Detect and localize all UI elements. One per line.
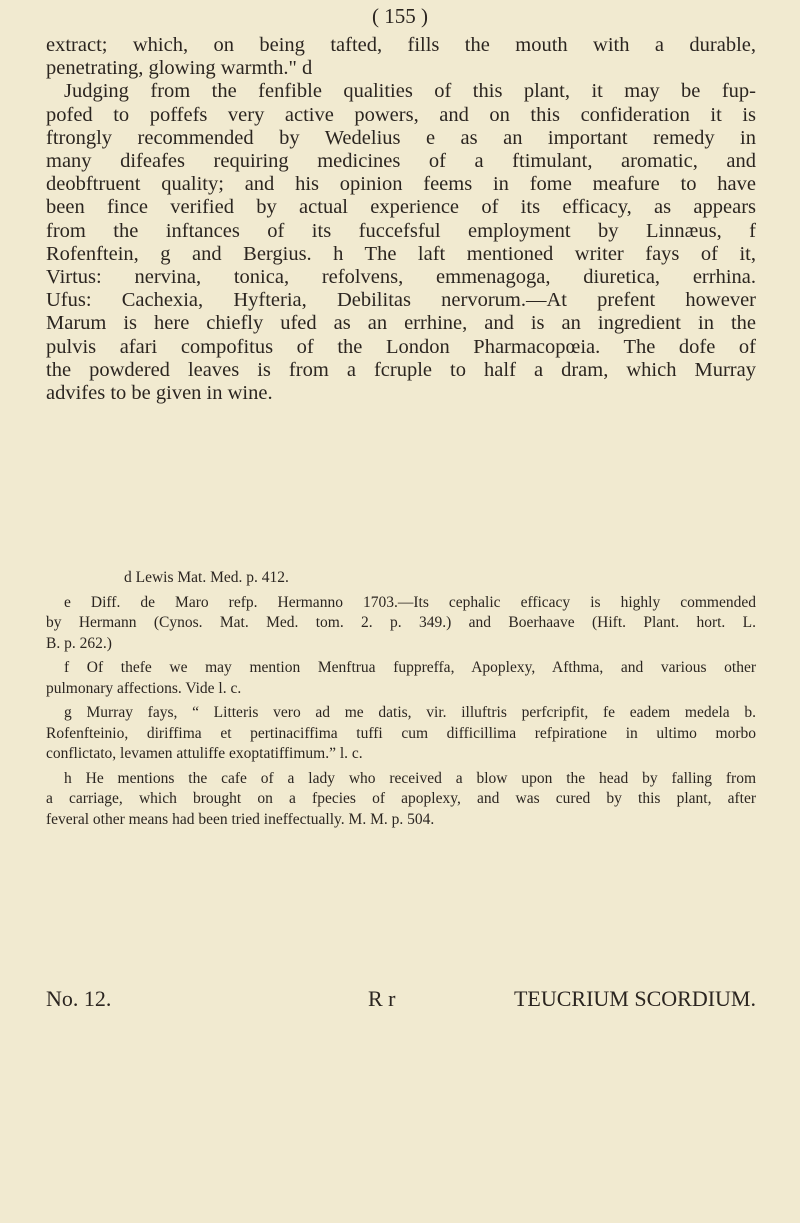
footnote-e-line: by Hermann (Cynos. Mat. Med. tom. 2. p. 349.) and Boerhaave (Hift. Plant. hort. L. (46, 614, 756, 631)
text-line: Ufus: Cachexia, Hyfteria, Debilitas nervorum.—At prefent however (46, 289, 756, 312)
footnote-h-line: a carriage, which brought on a fpecies of apoplexy, and was cured by this plant, after (46, 790, 756, 807)
footnotes (46, 568, 756, 834)
page-number: ( 155 ) (372, 4, 428, 28)
plate-number: No. 12. (46, 986, 112, 1011)
text-line: the powdered leaves is from a fcruple to half a dram, which Murray (46, 358, 756, 381)
text-line: Rofenftein, g and Bergius. h The laft mentioned writer fays of it, (46, 242, 756, 265)
signature-mark: R r (368, 986, 396, 1011)
text-line: ftrongly recommended by Wedelius e as an important remedy in (46, 126, 756, 149)
text-line: extract; which, on being tafted, fills the mouth with a durable, (46, 34, 756, 56)
text-line: Virtus: nervina, tonica, refolvens, emmenagoga, diuretica, errhina. (46, 266, 756, 289)
text-line: Marum is here chiefly ufed as an errhine, and is an ingredient in the (46, 312, 756, 335)
text-line: pulvis afari compofitus of the London Pharmacopœia. The dofe of (46, 335, 756, 358)
footnote-f-line: pulmonary affections. Vide l. c. (46, 679, 242, 697)
footnote-d-line: d Lewis Mat. Med. p. 412. (124, 569, 289, 586)
footnote-f-line: f Of thefe we may mention Menftrua fuppreffa, Apoplexy, Afthma, and various other (64, 659, 756, 676)
catchword: TEUCRIUM SCORDIUM. (513, 986, 756, 1011)
footnote-h-line: feveral other means had been tried ineffectually. M. M. p. 504. (46, 810, 435, 828)
main-text (46, 34, 756, 405)
footnote-h-line: h He mentions the cafe of a lady who received a blow upon the head by falling from (64, 769, 756, 787)
text-line: deobftruent quality; and his opinion feems in fome meafure to have (46, 173, 756, 196)
text-line: advifes to be given in wine. (46, 382, 273, 405)
footnote-g-line: conflictato, levamen attuliffe exoptatiffimum.” l. c. (46, 745, 363, 762)
footnote-e-line: e Diff. de Maro refp. Hermanno 1703.—Its cephalic efficacy is highly commended (64, 593, 756, 611)
footnote-g-line: g Murray fays, “ Litteris vero ad me datis, vir. illuftris perfcripfit, fe eadem medela b. (64, 704, 756, 721)
text-line: penetrating, glowing warmth." d (46, 57, 313, 80)
text-line: from the inftances of its fuccefsful employment by Linnæus, f (46, 219, 756, 242)
text-line: been fince verified by actual experience of its efficacy, as appears (46, 196, 756, 219)
text-line: pofed to poffefs very active powers, and on this confideration it is (46, 103, 756, 126)
text-line: many difeafes requiring medicines of a ftimulant, aromatic, and (46, 150, 756, 173)
footnote-g-line: Rofenfteinio, diriffima et pertinaciffima tuffi cum difficillima refpiratione in ultimo morbo (46, 724, 756, 742)
text-line: Judging from the fenfible qualities of this plant, it may be fup- (64, 80, 756, 103)
footnote-e-line: B. p. 262.) (46, 634, 112, 652)
